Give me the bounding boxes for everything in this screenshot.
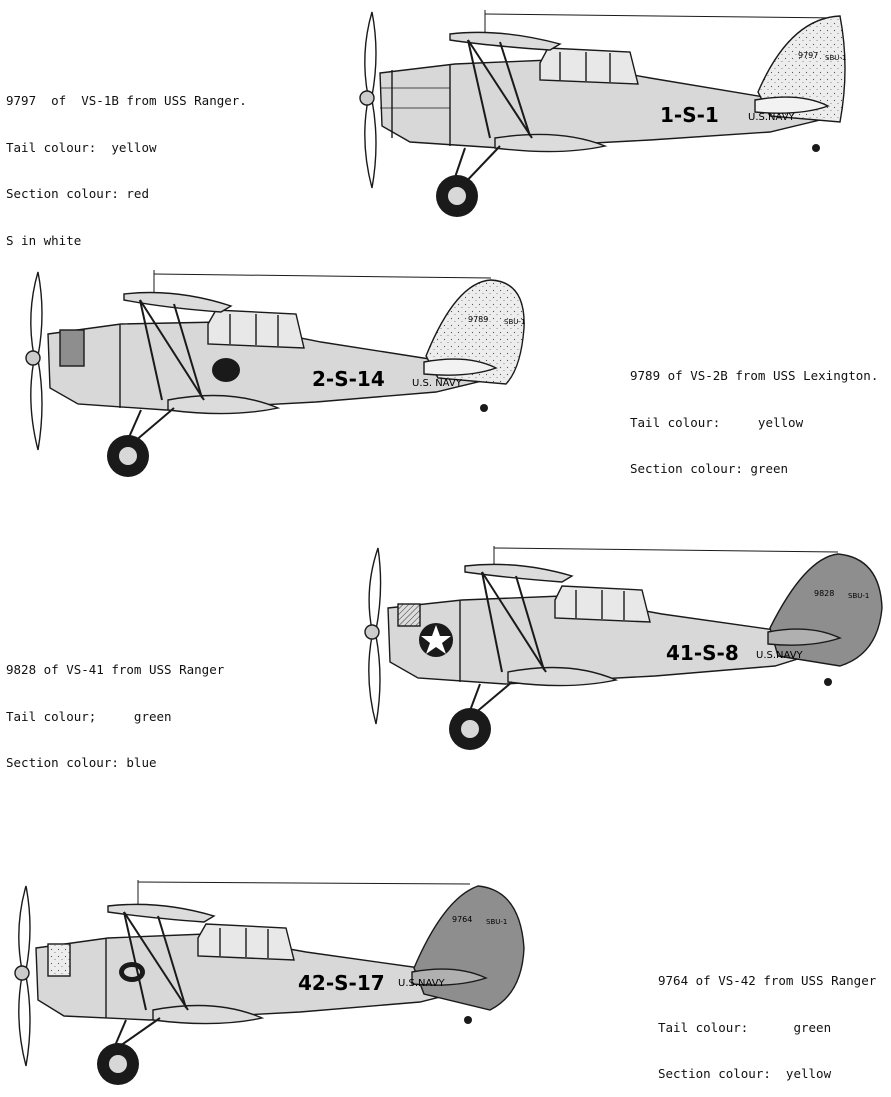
tail-wheel xyxy=(480,404,488,412)
navy-marking: U.S.NAVY xyxy=(748,112,795,123)
tail-wheel xyxy=(824,678,832,686)
wheel-hub xyxy=(461,720,479,738)
tail-serial: 9789 xyxy=(468,315,489,324)
fuselage-code: 41-S-8 xyxy=(666,641,739,665)
tail-type: SBU-1 xyxy=(486,918,508,926)
tail-wheel xyxy=(812,144,820,152)
tail-serial: 9797 xyxy=(798,51,819,60)
upper-wing xyxy=(465,564,572,582)
canopy xyxy=(198,924,294,960)
aircraft-vs41-profile xyxy=(350,544,890,759)
caption-line: 9789 of VS-2B from USS Lexington. xyxy=(630,368,879,383)
navy-marking: U.S. NAVY xyxy=(412,378,462,389)
caption-vs1b xyxy=(6,62,247,264)
squadron-insignia xyxy=(212,358,240,382)
caption-vs41 xyxy=(6,631,224,786)
caption-line: Tail colour: yellow xyxy=(630,414,804,430)
tail-serial: 9764 xyxy=(452,915,473,924)
fuselage-code: 2-S-14 xyxy=(312,367,385,391)
radio-antenna xyxy=(138,880,470,904)
caption-vs42 xyxy=(658,942,876,1097)
national-insignia xyxy=(419,623,453,657)
fuselage-code: 1-S-1 xyxy=(660,103,719,127)
radio-antenna xyxy=(154,270,491,296)
radio-antenna xyxy=(494,546,838,568)
propeller xyxy=(15,886,30,1066)
caption-line: Tail colour: yellow xyxy=(6,139,157,155)
canopy xyxy=(208,310,304,348)
caption-line: 9797 of VS-1B from USS Ranger. xyxy=(6,93,247,108)
caption-line: Section colour: yellow xyxy=(658,1066,832,1081)
wheel-hub xyxy=(109,1055,127,1073)
propeller xyxy=(360,12,376,188)
tail-type: SBU-1 xyxy=(825,54,847,62)
caption-line: 9828 of VS-41 from USS Ranger xyxy=(6,662,225,677)
fuselage-code: 42-S-17 xyxy=(298,971,385,995)
wheel-hub xyxy=(448,187,466,205)
navy-marking: U.S.NAVY xyxy=(756,650,803,661)
tail-fin xyxy=(424,280,524,384)
caption-vs2b xyxy=(630,337,878,492)
radio-antenna xyxy=(485,10,840,34)
tail-fin xyxy=(412,886,524,1010)
aircraft-vs2b-profile xyxy=(16,268,556,483)
canopy xyxy=(555,586,650,622)
navy-marking: U.S.NAVY xyxy=(398,978,445,989)
tail-wheel xyxy=(464,1016,472,1024)
propeller xyxy=(26,272,42,450)
caption-line: Section colour: red xyxy=(6,186,149,201)
caption-line: 9764 of VS-42 from USS Ranger xyxy=(658,973,877,988)
caption-line: Tail colour; green xyxy=(6,708,172,724)
propeller xyxy=(365,548,381,724)
caption-line: Section colour: green xyxy=(630,461,789,476)
aircraft-vs1b-profile xyxy=(350,8,890,223)
upper-wing xyxy=(450,32,560,50)
tail-type: SBU-1 xyxy=(504,318,526,326)
wheel-hub xyxy=(119,447,137,465)
tail-type: SBU-1 xyxy=(848,592,870,600)
tail-serial: 9828 xyxy=(814,589,835,598)
aircraft-vs42-profile xyxy=(8,878,548,1093)
canopy xyxy=(540,48,638,84)
squadron-insignia xyxy=(119,962,145,982)
caption-line: S in white xyxy=(6,232,82,248)
caption-line: Section colour: blue xyxy=(6,755,157,770)
caption-line: Tail colour: green xyxy=(658,1019,832,1035)
tail-fin xyxy=(755,16,845,122)
